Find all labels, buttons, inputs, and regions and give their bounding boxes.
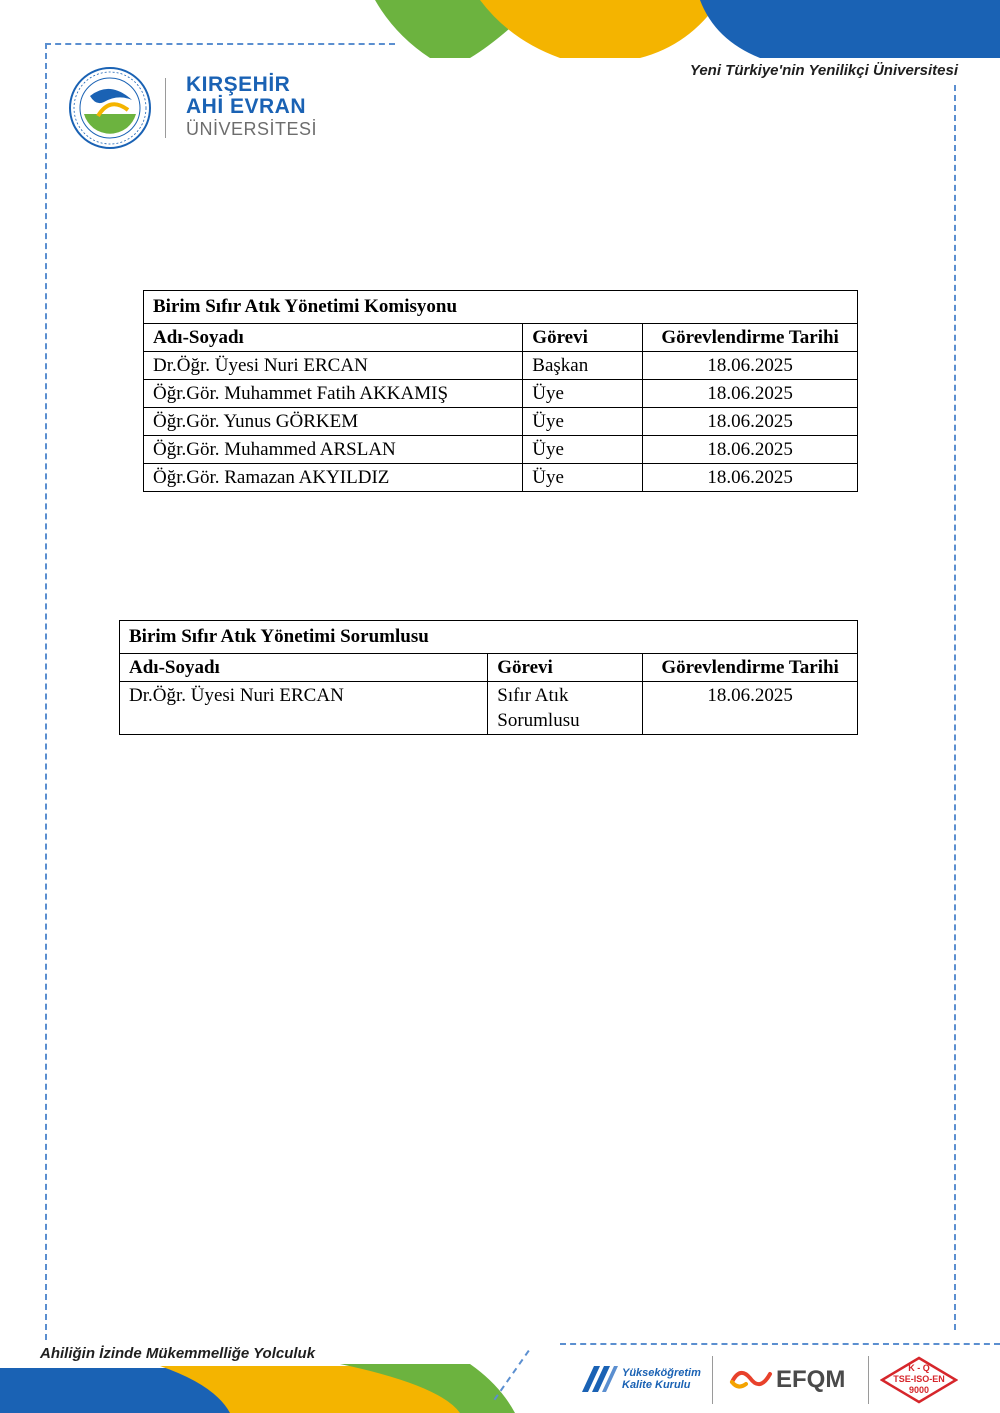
table-row <box>144 436 858 464</box>
commission-table <box>143 290 858 492</box>
header-color-bands <box>0 0 1000 60</box>
brand-line-3: ÜNİVERSİTESİ <box>186 119 318 139</box>
frame-right-dash <box>954 85 956 1330</box>
footer-separator-2 <box>868 1356 869 1404</box>
table-row <box>144 352 858 380</box>
member-role: Üye <box>523 436 643 464</box>
header-slogan: Yeni Türkiye'nin Yenilikçi Üniversitesi <box>689 62 958 79</box>
member-name: Öğr.Gör. Muhammet Fatih AKKAMIŞ <box>144 380 523 408</box>
university-seal-logo <box>68 66 152 150</box>
member-name: Dr.Öğr. Üyesi Nuri ERCAN <box>144 352 523 380</box>
efqm-icon <box>728 1364 774 1394</box>
tse-line-3: 9000 <box>908 1385 930 1395</box>
member-name: Öğr.Gör. Muhammed ARSLAN <box>144 436 523 464</box>
responsible-table <box>119 620 858 735</box>
brand-line-2: AHİ EVRAN <box>186 95 307 118</box>
assignment-date: 18.06.2025 <box>643 408 858 436</box>
member-role: Üye <box>523 464 643 492</box>
assignment-date: 18.06.2025 <box>643 436 858 464</box>
yok-quality-icon <box>580 1362 620 1394</box>
member-name: Öğr.Gör. Yunus GÖRKEM <box>144 408 523 436</box>
assignment-date: 18.06.2025 <box>643 464 858 492</box>
tse-line-1: K - Q <box>908 1363 930 1373</box>
assignment-date: 18.06.2025 <box>643 682 858 735</box>
university-wordmark <box>186 74 317 140</box>
yok-logo-line-1: Yükseköğretim <box>622 1367 701 1379</box>
member-role: Başkan <box>523 352 643 380</box>
column-header-role: Görevi <box>523 324 643 352</box>
table-row <box>120 682 858 735</box>
responsible-name: Dr.Öğr. Üyesi Nuri ERCAN <box>120 682 488 735</box>
brand-separator <box>165 78 166 138</box>
column-header-date: Görevlendirme Tarihi <box>643 324 858 352</box>
column-header-role: Görevi <box>488 654 643 682</box>
frame-left-dash <box>45 43 47 1340</box>
responsible-role: Sıfır Atık Sorumlusu <box>488 682 643 735</box>
column-header-name: Adı-Soyadı <box>120 654 488 682</box>
tse-logo-text <box>880 1363 958 1396</box>
brand-line-1: KIRŞEHİR <box>186 73 291 96</box>
assignment-date: 18.06.2025 <box>643 380 858 408</box>
member-name: Öğr.Gör. Ramazan AKYILDIZ <box>144 464 523 492</box>
tse-line-2: TSE-ISO-EN <box>893 1374 945 1384</box>
member-role: Üye <box>523 380 643 408</box>
footer-color-bands <box>0 1360 560 1413</box>
column-header-date: Görevlendirme Tarihi <box>643 654 858 682</box>
yok-quality-logo <box>622 1367 701 1391</box>
assignment-date: 18.06.2025 <box>643 352 858 380</box>
frame-bottom-dash <box>560 1343 1000 1345</box>
table-row <box>144 380 858 408</box>
member-role: Üye <box>523 408 643 436</box>
efqm-label: EFQM <box>776 1366 846 1393</box>
table-row <box>144 464 858 492</box>
footer-separator-1 <box>712 1356 713 1404</box>
responsible-table-title: Birim Sıfır Atık Yönetimi Sorumlusu <box>120 621 858 654</box>
frame-top-dash <box>45 43 395 45</box>
footer-slogan: Ahiliğin İzinde Mükemmelliğe Yolculuk <box>40 1345 316 1362</box>
table-row <box>144 408 858 436</box>
column-header-name: Adı-Soyadı <box>144 324 523 352</box>
commission-table-title: Birim Sıfır Atık Yönetimi Komisyonu <box>144 291 858 324</box>
yok-logo-line-2: Kalite Kurulu <box>622 1379 691 1391</box>
